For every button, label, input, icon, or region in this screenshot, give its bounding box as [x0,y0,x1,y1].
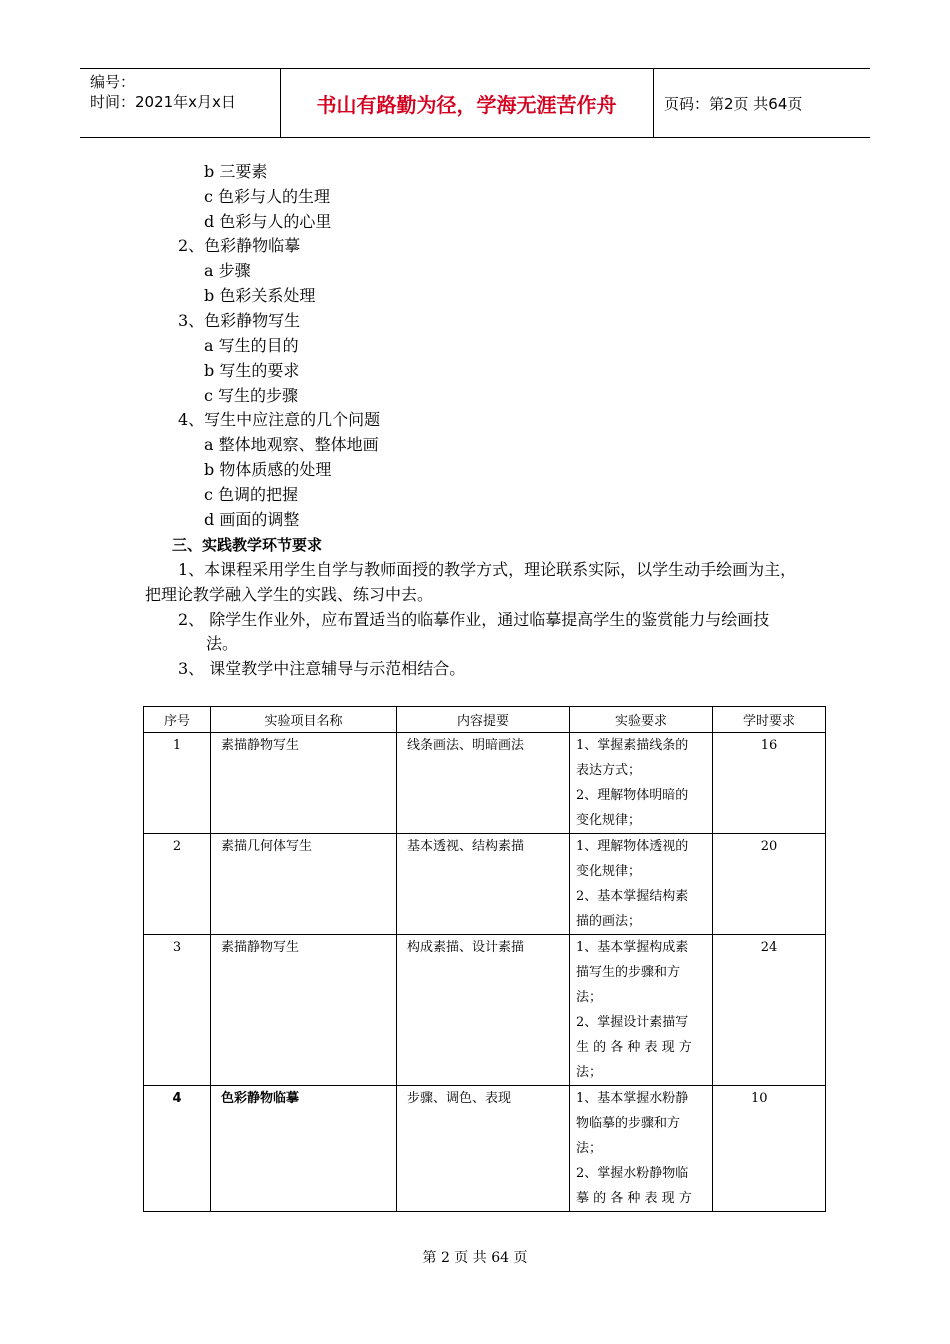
header-cell-no: 序号 [144,707,211,733]
number-label: 编号： [90,73,136,91]
requirement-line: 法； [576,1141,603,1156]
table-row [144,733,826,834]
outline-item: a 整体地观察、整体地画 [204,435,379,454]
header-cell-hours: 学时要求 [713,707,826,733]
requirement-line: 变化规律； [576,864,642,879]
requirement-line: 法； [576,990,603,1005]
cell-hours: 10 [713,1086,826,1212]
outline-item: a 步骤 [204,261,251,280]
cell-name: 色彩静物临摹 [211,1086,397,1212]
requirement-line: 物临摹的步骤和方 [576,1116,681,1131]
outline-item: b 物体质感的处理 [204,460,332,479]
header-divider [653,69,654,137]
outline-item: b 色彩关系处理 [204,286,316,305]
outline-item: a 写生的目的 [204,336,299,355]
requirement-line: 变化规律； [576,813,642,828]
cell-content: 步骤、调色、表现 [397,1086,570,1212]
cell-content: 构成素描、设计素描 [397,935,570,1086]
cell-requirement [570,733,713,834]
page-footer: 第 2 页 共 64 页 [422,1250,528,1266]
table-row [144,834,826,935]
cell-requirement [570,935,713,1086]
outline-item: b 三要素 [204,162,268,181]
header-cell-requirement: 实验要求 [570,707,713,733]
requirement-line: 1、理解物体透视的 [576,839,689,854]
paragraph-2: 2、 除学生作业外，应布置适当的临摹作业，通过临摹提高学生的鉴赏能力与绘画技 [178,610,770,629]
outline-item: c 色彩与人的生理 [204,187,331,206]
header-meta [90,72,236,112]
requirement-line: 2、掌握设计素描写 [576,1015,689,1030]
cell-content: 线条画法、明暗画法 [397,733,570,834]
time-label: 时间：2021年x月x日 [90,93,236,111]
outline-item: b 写生的要求 [204,361,300,380]
header-cell-name: 实验项目名称 [211,707,397,733]
requirement-line: 2、基本掌握结构素 [576,889,689,904]
paragraph-1-cont: 把理论教学融入学生的实践、练习中去。 [145,585,434,604]
header-cell-content: 内容提要 [397,707,570,733]
cell-no: 3 [144,935,211,1086]
cell-requirement [570,834,713,935]
cell-content: 基本透视、结构素描 [397,834,570,935]
cell-name: 素描静物写生 [211,935,397,1086]
outline-item: 2、色彩静物临摹 [178,236,301,255]
cell-name: 素描几何体写生 [211,834,397,935]
outline-item: c 写生的步骤 [204,386,299,405]
section-heading: 三、实践教学环节要求 [172,536,323,554]
requirement-line: 生 的 各 种 表 现 方 [576,1040,692,1055]
paragraph-1: 1、本课程采用学生自学与教师面授的教学方式，理论联系实际，以学生动手绘画为主， [178,560,797,579]
table-row [144,1086,826,1212]
outline-item: d 画面的调整 [204,510,300,529]
header-motto: 书山有路勤为径，学海无涯苦作舟 [316,93,617,117]
requirement-line: 1、基本掌握构成素 [576,940,689,955]
requirement-line: 2、掌握水粉静物临 [576,1166,689,1181]
requirement-line: 描写生的步骤和方 [576,965,681,980]
requirement-line: 法； [576,1065,603,1080]
cell-hours: 20 [713,834,826,935]
paragraph-2-cont: 法。 [206,634,239,653]
outline-item: d 色彩与人的心里 [204,212,332,231]
cell-hours: 16 [713,733,826,834]
page-header [80,68,870,138]
table-row [144,935,826,1086]
cell-no: 4 [144,1086,211,1212]
requirement-line: 1、掌握素描线条的 [576,738,689,753]
requirement-line: 表达方式； [576,763,642,778]
experiment-table [143,706,826,1212]
paragraph-3: 3、 课堂教学中注意辅导与示范相结合。 [178,659,466,678]
table-header-row [144,707,826,733]
cell-no: 2 [144,834,211,935]
cell-hours: 24 [713,935,826,1086]
cell-requirement [570,1086,713,1212]
outline-item: 4、写生中应注意的几个问题 [178,410,381,429]
cell-name: 素描静物写生 [211,733,397,834]
outline-item: 3、色彩静物写生 [178,311,301,330]
requirement-line: 摹 的 各 种 表 现 方 [576,1191,692,1206]
requirement-line: 2、理解物体明暗的 [576,788,689,803]
requirement-line: 1、基本掌握水粉静 [576,1091,689,1106]
header-page-info: 页码：第2页 共64页 [664,95,803,113]
outline-item: c 色调的把握 [204,485,299,504]
requirement-line: 描的画法； [576,914,642,929]
cell-no: 1 [144,733,211,834]
